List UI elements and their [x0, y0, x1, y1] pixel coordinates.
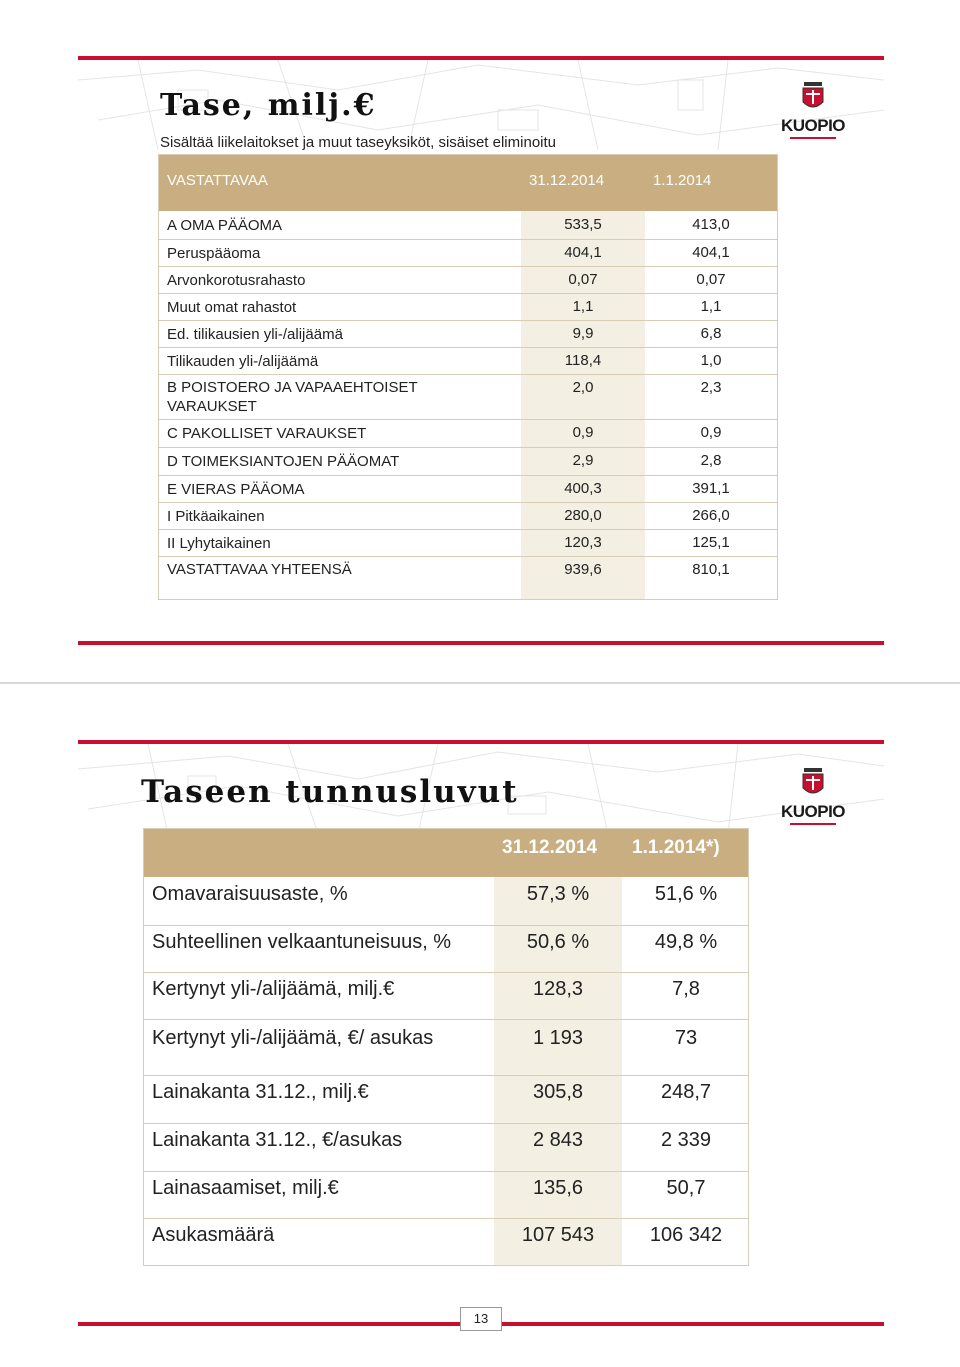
value-1-1-2014: 106 342: [649, 1224, 723, 1246]
table-row: [159, 502, 777, 530]
table-row: [144, 1075, 748, 1124]
page-title: Taseen tunnusluvut: [141, 774, 519, 810]
table-row: [159, 347, 777, 375]
coat-of-arms-icon: [778, 80, 848, 116]
table-row: [159, 266, 777, 294]
row-label: Suhteellinen velkaantuneisuus, %: [152, 931, 452, 953]
table-row: [159, 374, 777, 420]
balance-table-header: [159, 155, 777, 211]
header-col1: 31.12.2014: [502, 837, 598, 858]
value-1-1-2014: 404,1: [692, 244, 730, 261]
page-subtitle: Sisältää liikelaitokset ja muut taseyksiköt, sisäiset eliminoitu: [160, 134, 556, 151]
value-1-1-2014: 0,07: [696, 271, 726, 288]
row-label: E VIERAS PÄÄOMA: [167, 481, 305, 498]
row-label: Arvonkorotusrahasto: [167, 272, 306, 289]
row-label: A OMA PÄÄOMA: [167, 217, 283, 234]
row-label: Omavaraisuusaste, %: [152, 883, 348, 905]
value-31-12-2014: 50,6 %: [526, 931, 590, 953]
value-31-12-2014: 135,6: [532, 1177, 584, 1199]
row-label: Asukasmäärä: [152, 1224, 275, 1246]
value-31-12-2014: 400,3: [564, 480, 602, 497]
value-1-1-2014: 2,3: [700, 379, 722, 396]
table-row: [159, 419, 777, 448]
row-label: Lainakanta 31.12., milj.€: [152, 1081, 369, 1103]
row-label: B POISTOERO JA VAPAAEHTOISET VARAUKSET: [167, 379, 418, 415]
balance-table: [158, 154, 778, 600]
kuopio-logo: [778, 766, 848, 826]
table-row: [144, 972, 748, 1020]
row-label: Kertynyt yli-/alijäämä, €/ asukas: [152, 1027, 434, 1049]
header-label: VASTATTAVAA: [167, 172, 268, 189]
value-1-1-2014: 6,8: [700, 325, 722, 342]
value-1-1-2014: 2 339: [660, 1129, 712, 1151]
table-row: [144, 925, 748, 973]
table-row: [159, 239, 777, 267]
coat-of-arms-icon: [778, 766, 848, 802]
value-1-1-2014: 248,7: [660, 1081, 712, 1103]
value-31-12-2014: 1,1: [572, 298, 594, 315]
table-row: [144, 1019, 748, 1076]
header-col2: 1.1.2014*): [632, 837, 720, 858]
row-label: II Lyhytaikainen: [167, 535, 271, 552]
value-31-12-2014: 404,1: [564, 244, 602, 261]
table-row: [144, 877, 748, 926]
row-label: D TOIMEKSIANTOJEN PÄÄOMAT: [167, 453, 400, 470]
table-row: [159, 475, 777, 503]
key-figures-table: [143, 828, 749, 1266]
row-label: Lainakanta 31.12., €/asukas: [152, 1129, 403, 1151]
value-1-1-2014: 50,7: [666, 1177, 706, 1199]
value-31-12-2014: 305,8: [532, 1081, 584, 1103]
value-31-12-2014: 939,6: [564, 561, 602, 578]
table-row: [144, 1123, 748, 1172]
row-label: Lainasaamiset, milj.€: [152, 1177, 339, 1199]
value-31-12-2014: 107 543: [521, 1224, 595, 1246]
page-title: Tase, milj.€: [160, 88, 377, 123]
table-row: [144, 1218, 748, 1266]
logo-text: KUOPIO: [780, 116, 846, 135]
row-label: I Pitkäaikainen: [167, 508, 265, 525]
value-1-1-2014: 51,6 %: [654, 883, 718, 905]
table-row: [159, 211, 777, 240]
table-row: [159, 293, 777, 321]
table-row: [159, 556, 777, 599]
value-31-12-2014: 2 843: [532, 1129, 584, 1151]
value-31-12-2014: 57,3 %: [526, 883, 590, 905]
value-31-12-2014: 9,9: [572, 325, 594, 342]
table-row: [159, 447, 777, 476]
value-1-1-2014: 1,0: [700, 352, 722, 369]
value-31-12-2014: 0,07: [568, 271, 598, 288]
row-label: Kertynyt yli-/alijäämä, milj.€: [152, 978, 395, 1000]
value-1-1-2014: 7,8: [672, 978, 700, 1000]
header-col2: 1.1.2014: [653, 172, 712, 189]
value-1-1-2014: 413,0: [692, 216, 730, 233]
value-31-12-2014: 0,9: [572, 424, 594, 441]
slide-balance-sheet: [0, 0, 960, 682]
value-1-1-2014: 49,8 %: [654, 931, 718, 953]
key-figures-header: [144, 829, 748, 877]
value-31-12-2014: 128,3: [532, 978, 584, 1000]
value-1-1-2014: 0,9: [700, 424, 722, 441]
page-number: 13: [460, 1307, 502, 1331]
value-31-12-2014: 118,4: [564, 352, 602, 369]
header-col1: 31.12.2014: [529, 172, 605, 189]
value-31-12-2014: 280,0: [564, 507, 602, 524]
kuopio-logo: [778, 80, 848, 140]
value-1-1-2014: 1,1: [700, 298, 722, 315]
row-label: Peruspääoma: [167, 245, 261, 262]
table-row: [144, 1171, 748, 1219]
value-1-1-2014: 391,1: [692, 480, 730, 497]
bottom-red-line: [78, 641, 884, 645]
logo-underline: [790, 823, 836, 825]
value-1-1-2014: 810,1: [692, 561, 730, 578]
table-row: [159, 320, 777, 348]
value-1-1-2014: 73: [674, 1027, 698, 1049]
table-row: [159, 529, 777, 557]
row-label: Ed. tilikausien yli-/alijäämä: [167, 326, 343, 343]
logo-text: KUOPIO: [780, 802, 846, 821]
value-1-1-2014: 125,1: [692, 534, 730, 551]
value-1-1-2014: 2,8: [700, 452, 722, 469]
value-1-1-2014: 266,0: [692, 507, 730, 524]
row-label: Tilikauden yli-/alijäämä: [167, 353, 319, 370]
row-label: VASTATTAVAA YHTEENSÄ: [167, 561, 352, 578]
value-31-12-2014: 2,0: [572, 379, 594, 396]
value-31-12-2014: 120,3: [564, 534, 602, 551]
value-31-12-2014: 533,5: [564, 216, 602, 233]
row-label: C PAKOLLISET VARAUKSET: [167, 425, 367, 442]
value-31-12-2014: 1 193: [532, 1027, 584, 1049]
value-31-12-2014: 2,9: [572, 452, 594, 469]
logo-underline: [790, 137, 836, 139]
row-label: Muut omat rahastot: [167, 299, 297, 316]
